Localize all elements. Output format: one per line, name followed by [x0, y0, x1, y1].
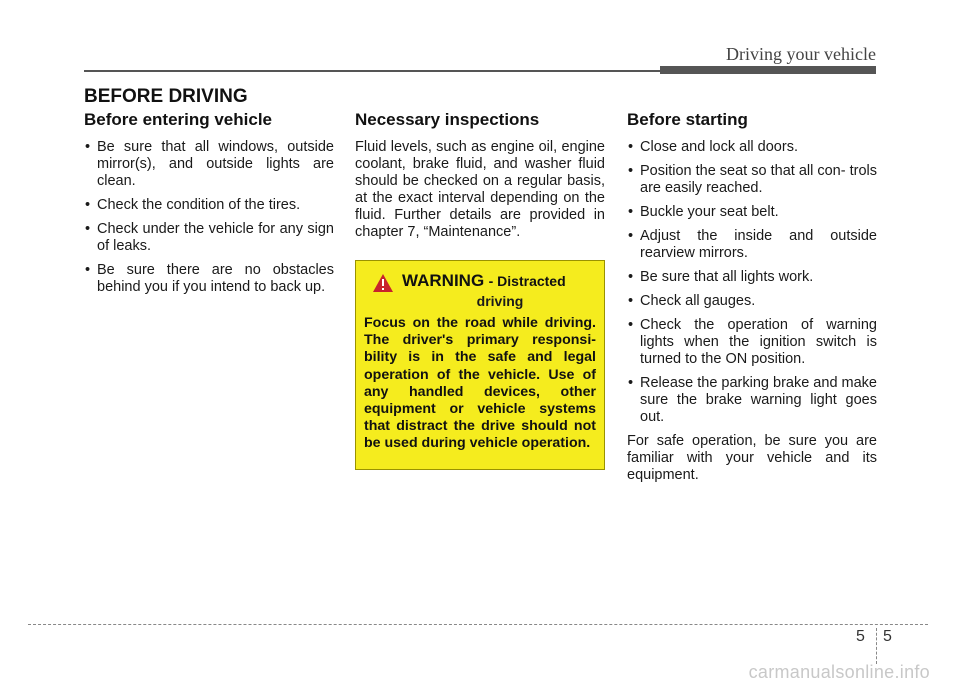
closing-paragraph: For safe operation, be sure you are familiar with your vehicle and its equipment.: [627, 433, 877, 483]
warning-header: [364, 271, 596, 293]
list-item: • Release the parking brake and make sure the brake warning light goes out.: [627, 375, 877, 426]
page-number: 5: [883, 628, 892, 645]
footer-rule: [28, 624, 928, 625]
watermark: carmanualsonline.info: [748, 662, 930, 682]
header-rule-accent: [660, 66, 876, 74]
list-item: • Check all gauges.: [627, 293, 877, 310]
section-title: BEFORE DRIVING: [84, 86, 248, 107]
list-item: • Be sure there are no obstacles behind you if you intend to back up.: [84, 262, 334, 296]
list-item: • Be sure that all lights work.: [627, 269, 877, 286]
header-rule: [84, 70, 660, 72]
warning-triangle-icon: [372, 273, 394, 293]
list-item: • Check the condition of the tires.: [84, 197, 334, 214]
column-before-starting: [627, 110, 877, 484]
list-item: • Buckle your seat belt.: [627, 204, 877, 221]
warning-subtitle: - Distracted: [488, 273, 566, 289]
heading-before-entering: Before entering vehicle: [84, 110, 273, 129]
list-item: • Position the seat so that all con- trols are easily reached.: [627, 163, 877, 197]
warning-box: [355, 260, 605, 470]
inspections-paragraph: Fluid levels, such as engine oil, engine coolant, brake fluid, and washer fluid should be checked on a regular basis, at the exact interval depending on the fluid. Further details are provided in chapter 7, “Maintenance”.: [355, 139, 605, 240]
heading-before-starting: Before starting: [627, 110, 748, 129]
list-item: • Check the operation of warning lights when the ignition switch is turned to the ON position.: [627, 317, 877, 368]
list-item: • Check under the vehicle for any sign of leaks.: [84, 221, 334, 255]
list-item: • Adjust the inside and outside rearview mirrors.: [627, 228, 877, 262]
chapter-title: Driving your vehicle: [726, 44, 876, 64]
column-before-entering: [84, 110, 334, 303]
list-item: • Close and lock all doors.: [627, 139, 877, 156]
warning-label: WARNING: [402, 271, 485, 290]
list-before-starting: [627, 139, 877, 426]
warning-body: Focus on the road while driving. The driver's primary responsi- bility is in the safe and legal operation of the vehicle. Use of any handled devices, other equipment or vehicle systems that distract the drive should not be used during vehicle operation.: [364, 315, 596, 452]
list-item: • Be sure that all windows, outside mirror(s), and outside lights are clean.: [84, 139, 334, 190]
column-necessary-inspections: [355, 110, 605, 241]
chapter-number: 5: [856, 628, 865, 645]
list-before-entering: [84, 139, 334, 296]
heading-necessary-inspections: Necessary inspections: [355, 110, 540, 129]
warning-subtitle-2: driving: [476, 293, 524, 309]
page-number-divider: [876, 628, 877, 664]
